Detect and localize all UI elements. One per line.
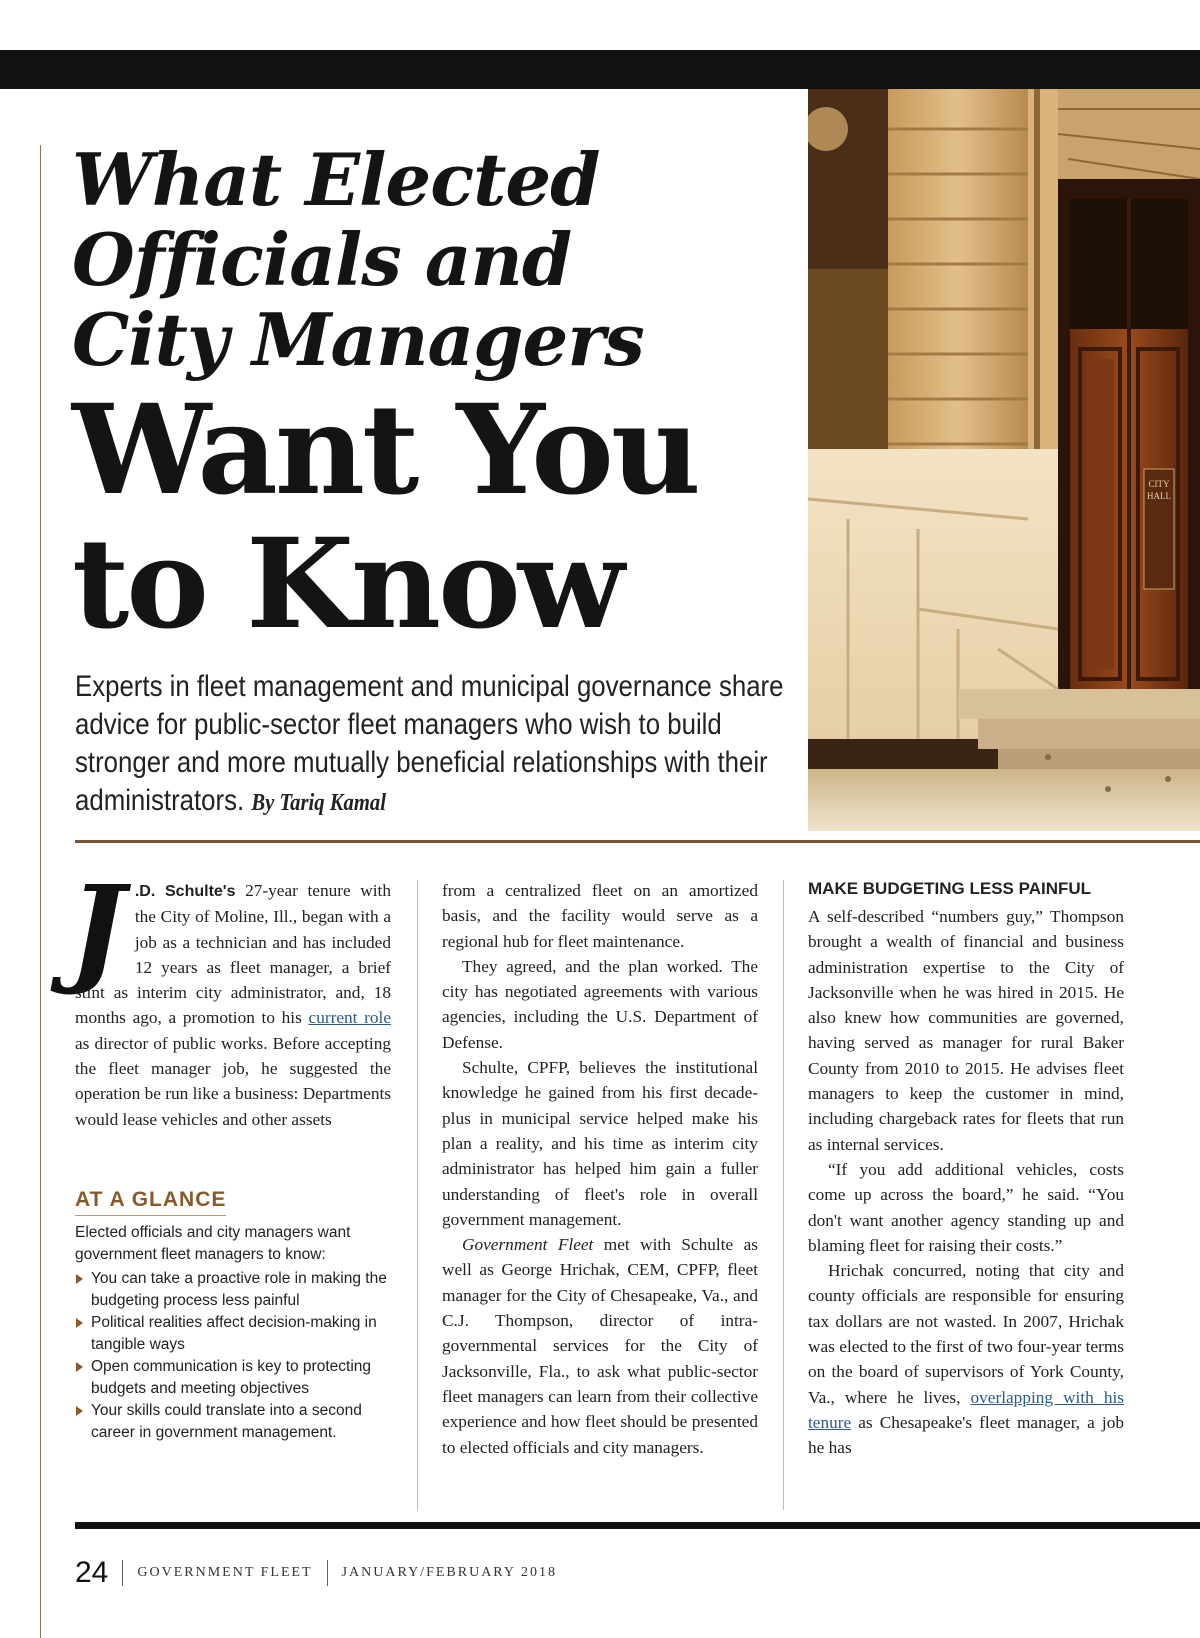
col3-paragraph-3-text-b: as Chesapeake's fleet manager, a job he has	[808, 1412, 1124, 1458]
article-headline	[72, 137, 792, 657]
lead-text-b: as director of public works. Before accepting the fleet manager job, he suggested the operation be run like a business: Departments would lease vehicles and other assets	[75, 1033, 391, 1129]
col2-paragraph-2: They agreed, and the plan worked. The city has negotiated agreements with various agencies, including the U.S. Department of Defense.	[442, 956, 758, 1052]
col2-paragraph-3: Schulte, CPFP, believes the institutional knowledge he gained from his first decade-plus in municipal service helped make his plan a reality, and his time as interim city administrator has helped him gain a fuller understanding of fleet's role in overall government management.	[442, 1058, 758, 1229]
bullet-triangle-icon	[76, 1274, 83, 1284]
column-rule-1	[417, 880, 418, 1510]
glance-item-text: You can take a proactive role in making the budgeting process less painful	[91, 1270, 387, 1309]
byline: By Tariq Kamal	[251, 790, 386, 816]
headline-line-1: What Elected	[72, 137, 600, 222]
article-deck	[75, 668, 793, 822]
col3-paragraph-3-text-a: Hrichak concurred, noting that city and county officials are responsible for ensuring tax dollars are not wasted. In 2007, Hrichak was elected to the first of two four-year terms on the board of supervisors of York County, Va., where he lives,	[808, 1261, 1124, 1407]
glance-item	[75, 1268, 395, 1312]
top-black-bar	[0, 50, 1200, 89]
lead-text-a: 27-year tenure with the City of Moline, Ill., began with a job as a technician and has included 12 years as fleet manager, a brief stint as interim city administrator, and, 18 months ago, a promotion to his	[75, 881, 391, 1028]
page-footer	[75, 1548, 557, 1598]
deck-text: Experts in fleet management and municipal governance share advice for public-sector fleet managers who wish to build stronger and more mutually beneficial relationships with their administrators.	[75, 670, 784, 817]
col2-paragraph-4-text: met with Schulte as well as George Hrichak, CEM, CPFP, fleet manager for the City of Chesapeake, Va., and C.J. Thompson, director of intra-governmental services for the City of Jacksonville, Fla., to ask what public-sector fleet managers can learn from their collective experience and how fleet should be presented to elected officials and city managers.	[442, 1235, 758, 1457]
col3-paragraph-1: A self-described “numbers guy,” Thompson brought a wealth of financial and business administration expertise to the City of Jacksonville when he was hired in 2015. He also knew how communities are governed, having served as manager for rural Baker County from 2010 to 2015. He advises fleet managers to keep the customer in mind, including chargeback rates for fleets that run as internal services.	[808, 907, 1124, 1154]
column-2	[442, 878, 758, 1460]
page-number: 24	[75, 1556, 109, 1589]
current-role-link[interactable]: current role	[308, 1008, 392, 1028]
footer-divider	[75, 1522, 1200, 1529]
headline-divider	[75, 840, 1200, 843]
headline-line-5: to Know	[72, 512, 622, 657]
glance-item-text: Political realities affect decision-making in tangible ways	[91, 1314, 377, 1353]
footer-separator	[327, 1560, 328, 1586]
glance-intro: Elected officials and city managers want government fleet managers to know:	[75, 1224, 351, 1263]
column-rule-2	[783, 880, 784, 1510]
bullet-triangle-icon	[76, 1362, 83, 1372]
glance-title: AT A GLANCE	[75, 1188, 226, 1216]
sign-text-hall: HALL	[1147, 491, 1171, 501]
glance-item-text: Your skills could translate into a second career in government management.	[91, 1402, 362, 1441]
publication-name: GOVERNMENT FLEET	[137, 1565, 313, 1580]
lead-name: .D. Schulte's	[134, 883, 236, 900]
footer-separator	[122, 1560, 123, 1586]
glance-item	[75, 1400, 395, 1444]
column-3	[808, 878, 1124, 1461]
headline-line-4: Want You	[72, 378, 699, 523]
col2-paragraph-1: from a centralized fleet on an amortized basis, and the facility would serve as a regional hub for fleet maintenance.	[442, 881, 758, 951]
lead-paragraph	[69, 859, 392, 1132]
col3-paragraph-2: “If you add additional vehicles, costs come up across the board,” he said. “You don't want another agency standing up and blaming fleet for raising their costs.”	[808, 1159, 1124, 1255]
at-a-glance-box	[75, 1188, 395, 1444]
tenure-link[interactable]: overlapping with his tenure	[808, 1387, 1124, 1432]
glance-item	[75, 1312, 395, 1356]
column-1	[69, 859, 392, 1132]
glance-list	[75, 1268, 395, 1444]
section-heading-budgeting: MAKE BUDGETING LESS PAINFUL	[808, 879, 1092, 898]
bullet-triangle-icon	[76, 1318, 83, 1328]
publication-name-italic: Government Fleet	[462, 1235, 594, 1255]
glance-item	[75, 1356, 395, 1400]
drop-cap: J	[69, 859, 125, 998]
bullet-triangle-icon	[76, 1406, 83, 1416]
city-hall-photo	[808, 89, 1200, 831]
col2-paragraph-4	[442, 1232, 758, 1460]
left-margin-rule	[40, 145, 41, 1638]
glance-item-text: Open communication is key to protecting budgets and meeting objectives	[91, 1358, 371, 1397]
headline-line-2: Officials and	[72, 217, 572, 302]
issue-date: JANUARY/FEBRUARY 2018	[341, 1565, 557, 1580]
headline-line-3: City Managers	[72, 297, 644, 382]
col3-paragraph-3	[808, 1258, 1124, 1460]
sign-text-city: CITY	[1148, 479, 1170, 489]
